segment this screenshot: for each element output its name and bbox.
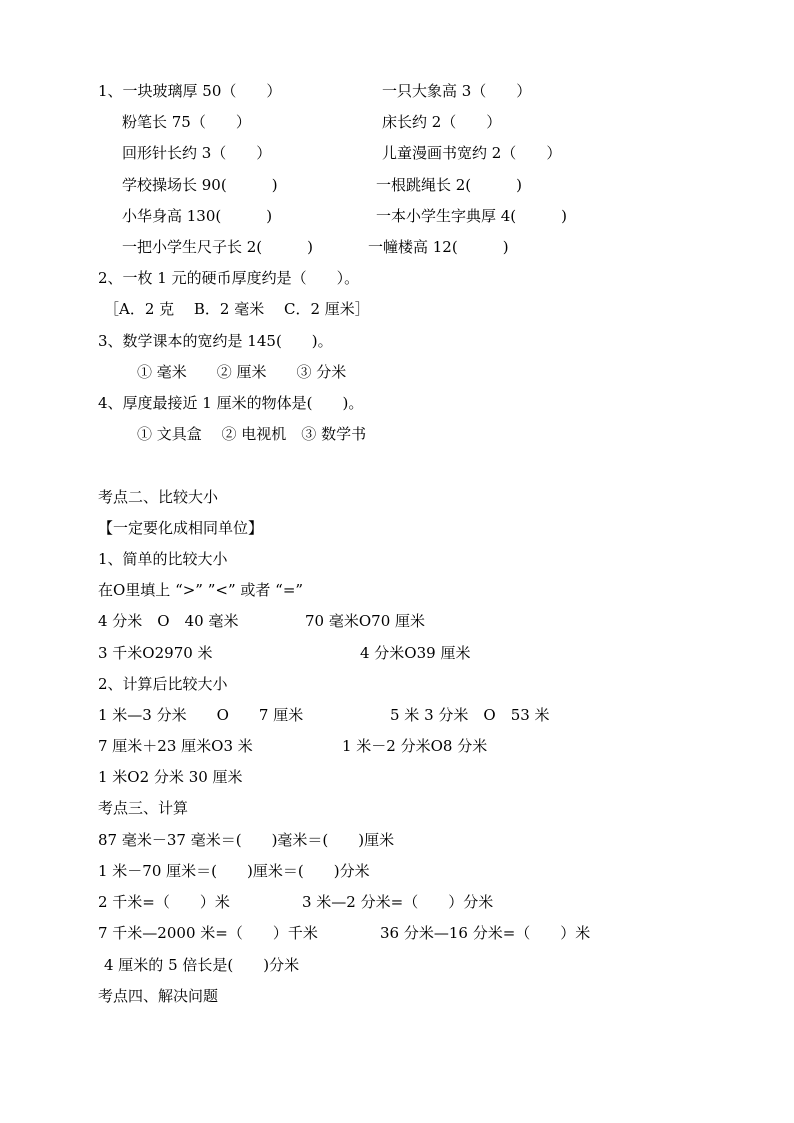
calc-compare-4: 1 米－2 分米O8 分米 (342, 737, 488, 755)
calc-item-4: 3 米—2 分米=（ ）分米 (302, 893, 494, 911)
compare-item-4: 4 分米O39 厘米 (360, 644, 471, 662)
q3-options: ① 毫米 ② 厘米 ③ 分米 (137, 363, 347, 381)
calc-item-3: 2 千米=（ ）米 (98, 893, 230, 911)
calc-item-6: 36 分米—16 分米=（ ）米 (380, 924, 591, 942)
calc-compare-3: 7 厘米＋23 厘米O3 米 (98, 737, 253, 755)
section-2-instruction: 在O里填上 “>” ”<” 或者 “=” (98, 581, 304, 599)
q1-item-1: 1、一块玻璃厚 50（ ） (98, 82, 282, 100)
q2-options: ［A．2 克 B．2 毫米 C．2 厘米］ (104, 300, 370, 318)
calc-item-1: 87 毫米－37 毫米＝( )毫米＝( )厘米 (98, 831, 395, 849)
compare-item-1: 4 分米 O 40 毫米 (98, 612, 239, 630)
q1-item-7: 学校操场长 90( ) (122, 176, 278, 194)
q1-item-8: 一根跳绳长 2( ) (376, 176, 523, 194)
section-2-heading: 考点二、比较大小 (98, 488, 219, 506)
calc-compare-1: 1 米—3 分米 O 7 厘米 (98, 706, 304, 724)
section-2-sub-2: 2、计算后比较大小 (98, 675, 228, 693)
q3-question: 3、数学课本的宽约是 145( )。 (98, 332, 333, 350)
section-2-note: 【一定要化成相同单位】 (98, 519, 264, 537)
calc-compare-2: 5 米 3 分米 O 53 米 (390, 706, 550, 724)
q1-item-5: 回形针长约 3（ ） (122, 144, 272, 162)
q1-item-2: 一只大象高 3（ ） (382, 82, 532, 100)
calc-item-5: 7 千米—2000 米=（ ）千米 (98, 924, 318, 942)
q1-item-12: 一幢楼高 12( ) (368, 238, 509, 256)
q4-options: ① 文具盒 ② 电视机 ③ 数学书 (137, 425, 367, 443)
calc-item-2: 1 米－70 厘米＝( )厘米＝( )分米 (98, 862, 370, 880)
q4-question: 4、厚度最接近 1 厘米的物体是( )。 (98, 394, 364, 412)
q1-item-3: 粉笔长 75（ ） (122, 113, 251, 131)
section-4-heading: 考点四、解决问题 (98, 987, 219, 1005)
q2-question: 2、一枚 1 元的硬币厚度约是（ ）。 (98, 269, 360, 287)
calc-item-7: 4 厘米的 5 倍长是( )分米 (104, 956, 300, 974)
q1-item-11: 一把小学生尺子长 2( ) (122, 238, 314, 256)
q1-item-6: 儿童漫画书宽约 2（ ） (382, 144, 562, 162)
section-2-sub-1: 1、简单的比较大小 (98, 550, 228, 568)
section-3-heading: 考点三、计算 (98, 799, 189, 817)
q1-item-10: 一本小学生字典厚 4( ) (376, 207, 568, 225)
q1-item-4: 床长约 2（ ） (382, 113, 502, 131)
q1-item-9: 小华身高 130( ) (122, 207, 273, 225)
compare-item-2: 70 毫米O70 厘米 (305, 612, 426, 630)
calc-compare-5: 1 米O2 分米 30 厘米 (98, 768, 243, 786)
compare-item-3: 3 千米O2970 米 (98, 644, 213, 662)
